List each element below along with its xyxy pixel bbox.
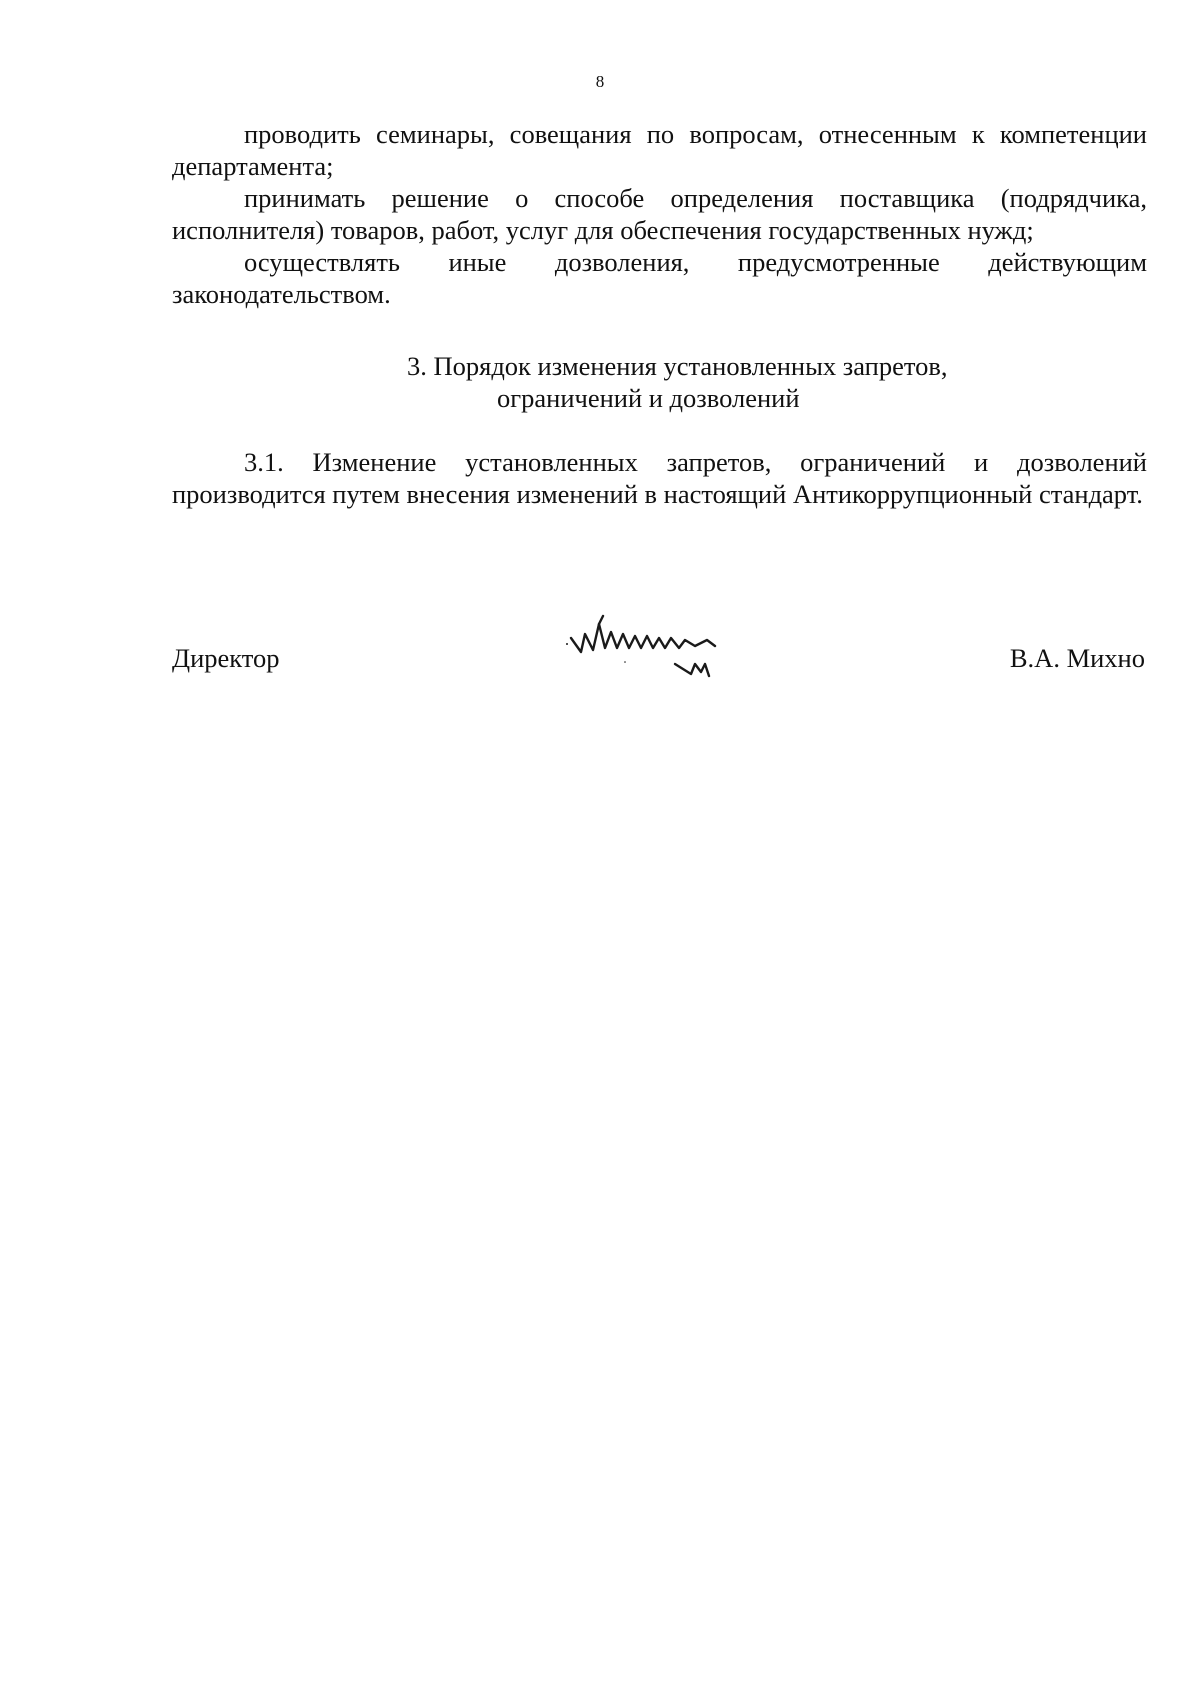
paragraph-supplier-decision: принимать решение о способе определения поставщика (подрядчика, исполнителя) товаров, работ, услуг для обеспечения государственных нужд; [172, 183, 1147, 245]
section-heading [172, 350, 1147, 414]
signatory-name: В.А. Михно [1009, 643, 1145, 673]
section-heading-line-1: 3. Порядок изменения установленных запретов, [407, 351, 948, 381]
section-heading-line-2: ограничений и дозволений [497, 383, 800, 413]
paragraph-3-1: 3.1. Изменение установленных запретов, ограничений и дозволений производится путем внесения изменений в настоящий Антикоррупционный стандарт. [172, 447, 1147, 509]
paragraph-other-permissions: осуществлять иные дозволения, предусмотренные действующим законодательством. [172, 247, 1147, 309]
handwritten-signature [565, 612, 755, 692]
signatory-title: Директор [172, 643, 280, 673]
page-number: 8 [595, 72, 605, 91]
section-body [172, 446, 1147, 510]
paragraph-seminars: проводить семинары, совещания по вопросам, отнесенным к компетенции департамента; [172, 119, 1147, 181]
permissions-list [172, 118, 1147, 310]
